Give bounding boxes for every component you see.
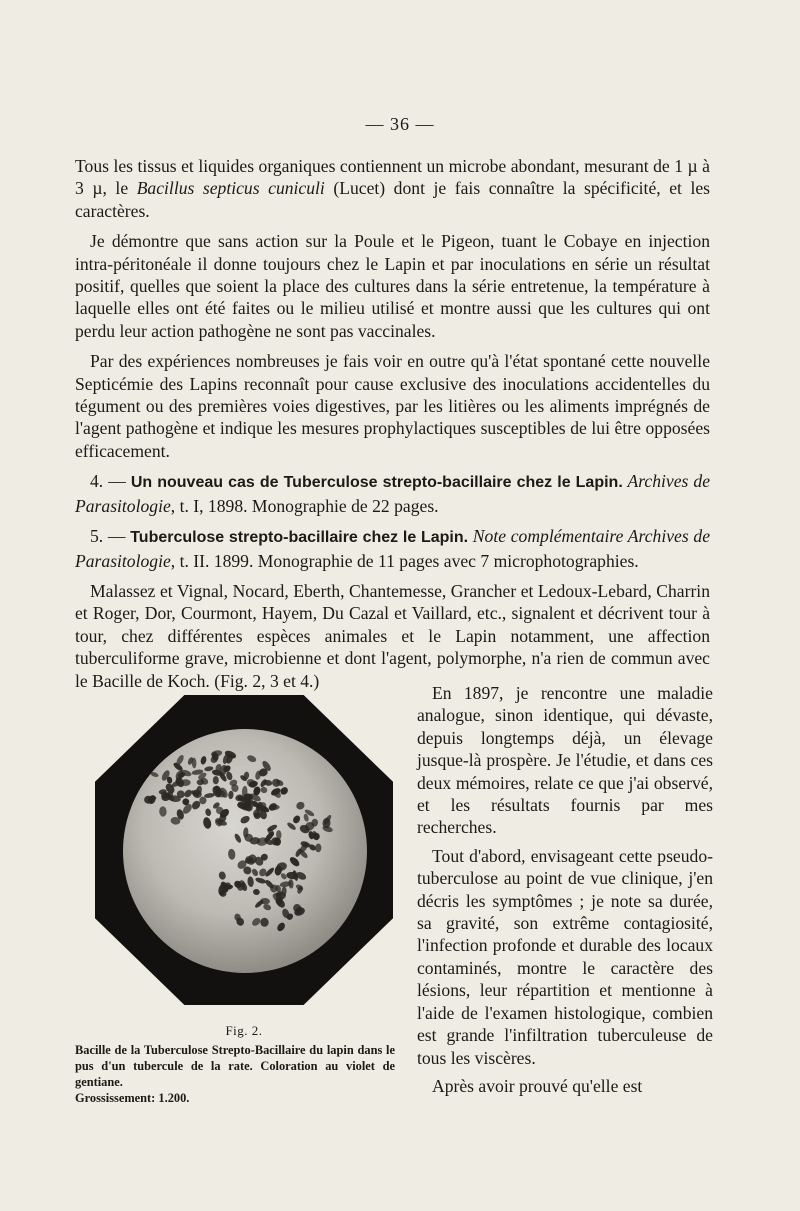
- figure-label: Fig. 2.: [225, 1023, 263, 1038]
- micrograph-image: [95, 695, 393, 1005]
- right-text-column: [417, 682, 713, 1103]
- paragraph-clinical: Tout d'abord, envisageant cette pseudo-tuberculose au point de vue clinique, j'en décris les symptômes ; je note sa durée, sa gravité, son extrême contagiosité, l'infection profonde et durable des locaux contaminés, montre le caractère des lésions, leur répartition et mentionne à l'aide de l'examen histologique, combien est grande l'infiltration tuberculeuse de tous les viscères.: [417, 845, 713, 1068]
- entry-5-details: , t. II. 1899. Monographie de 11 pages avec 7 microphotographies.: [170, 550, 639, 571]
- micrograph-plate: [95, 695, 393, 1005]
- paragraph-bacillus: [75, 155, 710, 222]
- entry-4-journal: Archives de Parasitologie: [75, 471, 711, 516]
- paragraph-spontaneous: Par des expériences nombreuses je fais voir en outre qu'à l'état spontané cette nouvelle Septicémie des Lapins reconnaît pour cause exclusive des inoculations accidentelles du tégument ou des premières voies digestives, par les litières ou les aliments imprégnés de l'agent pathogène et indique les mesures prophylactiques susceptibles de lui être opposées efficacement.: [75, 351, 710, 461]
- paragraph-continuation: Après avoir prouvé qu'elle est: [432, 1075, 643, 1096]
- paragraph-experiments: Je démontre que sans action sur la Poule et le Pigeon, tuant le Cobaye en injection intra-péritonéale il donne toujours chez le Lapin et par inoculations en série un résultat positif, quelles que soient la place des cultures dans la série entretenue, la température à laquelle elles ont été faites ou le milieu utilisé et montre aussi que les cultures qui ont perdu leur action pathogène ne sont pas vaccinales.: [75, 231, 710, 341]
- upper-text-block: [75, 155, 710, 700]
- bibliography-entry-4: [75, 470, 710, 517]
- figure-caption: [75, 1042, 395, 1106]
- entry-4-details: , t. I, 1898. Monographie de 22 pages.: [170, 495, 439, 516]
- bacillus-name: Bacillus septicus cuniculi: [136, 178, 325, 199]
- bacillus-rod: [213, 776, 219, 784]
- entry-4-number: 4. —: [90, 471, 131, 492]
- entry-5-number: 5. —: [90, 526, 131, 547]
- paragraph-bacillus-start: Tous les tissus et liquides organiques contiennent un microbe abondant, mesurant de 1 µ à 3 µ, le: [75, 156, 710, 199]
- page-number: — 36 —: [365, 114, 435, 134]
- paragraph-1897: En 1897, je rencontre une maladie analogue, sinon identique, qui dévaste, depuis longtemps déjà, un élevage jusque-là prospère. Je l'étudie, et dans ces deux mémoires, relate ce que j'ai observé, et les résultats fournis par mes recherches.: [417, 683, 713, 838]
- entry-5-title: Tuberculose strepto-bacillaire chez le Lapin.: [130, 529, 469, 547]
- figure-2: [75, 695, 395, 1106]
- entry-4-title: Un nouveau cas de Tuberculose strepto-bacillaire chez le Lapin.: [130, 474, 623, 492]
- paragraph-authors: Malassez et Vignal, Nocard, Eberth, Chantemesse, Grancher et Ledoux-Lebard, Charrin et Roger, Dor, Courmont, Hayem, Du Cazal et Vaillard, etc., signalent et décrivent tour à tour, chez différentes espèces animales et le Lapin notamment, une affection tuberculiforme grave, microbienne et dont l'agent, polymorphe, n'a rien de commun avec le Bacille de Koch. (Fig. 2, 3 et 4.): [75, 580, 710, 691]
- entry-5-journal: Note complémentaire Archives de Parasitologie: [75, 526, 711, 571]
- paragraph-bacillus-end: (Lucet) dont je fais connaître la spécificité, et les caractères.: [75, 178, 711, 221]
- figure-magnification: Grossissement: 1.200.: [75, 1091, 190, 1105]
- microscope-field: [123, 729, 367, 973]
- bibliography-entry-5: [75, 525, 710, 572]
- figure-caption-text: Bacille de la Tuberculose Strepto-Bacillaire du lapin dans le pus d'un tubercule de la rate. Coloration au violet de gentiane.: [75, 1043, 395, 1089]
